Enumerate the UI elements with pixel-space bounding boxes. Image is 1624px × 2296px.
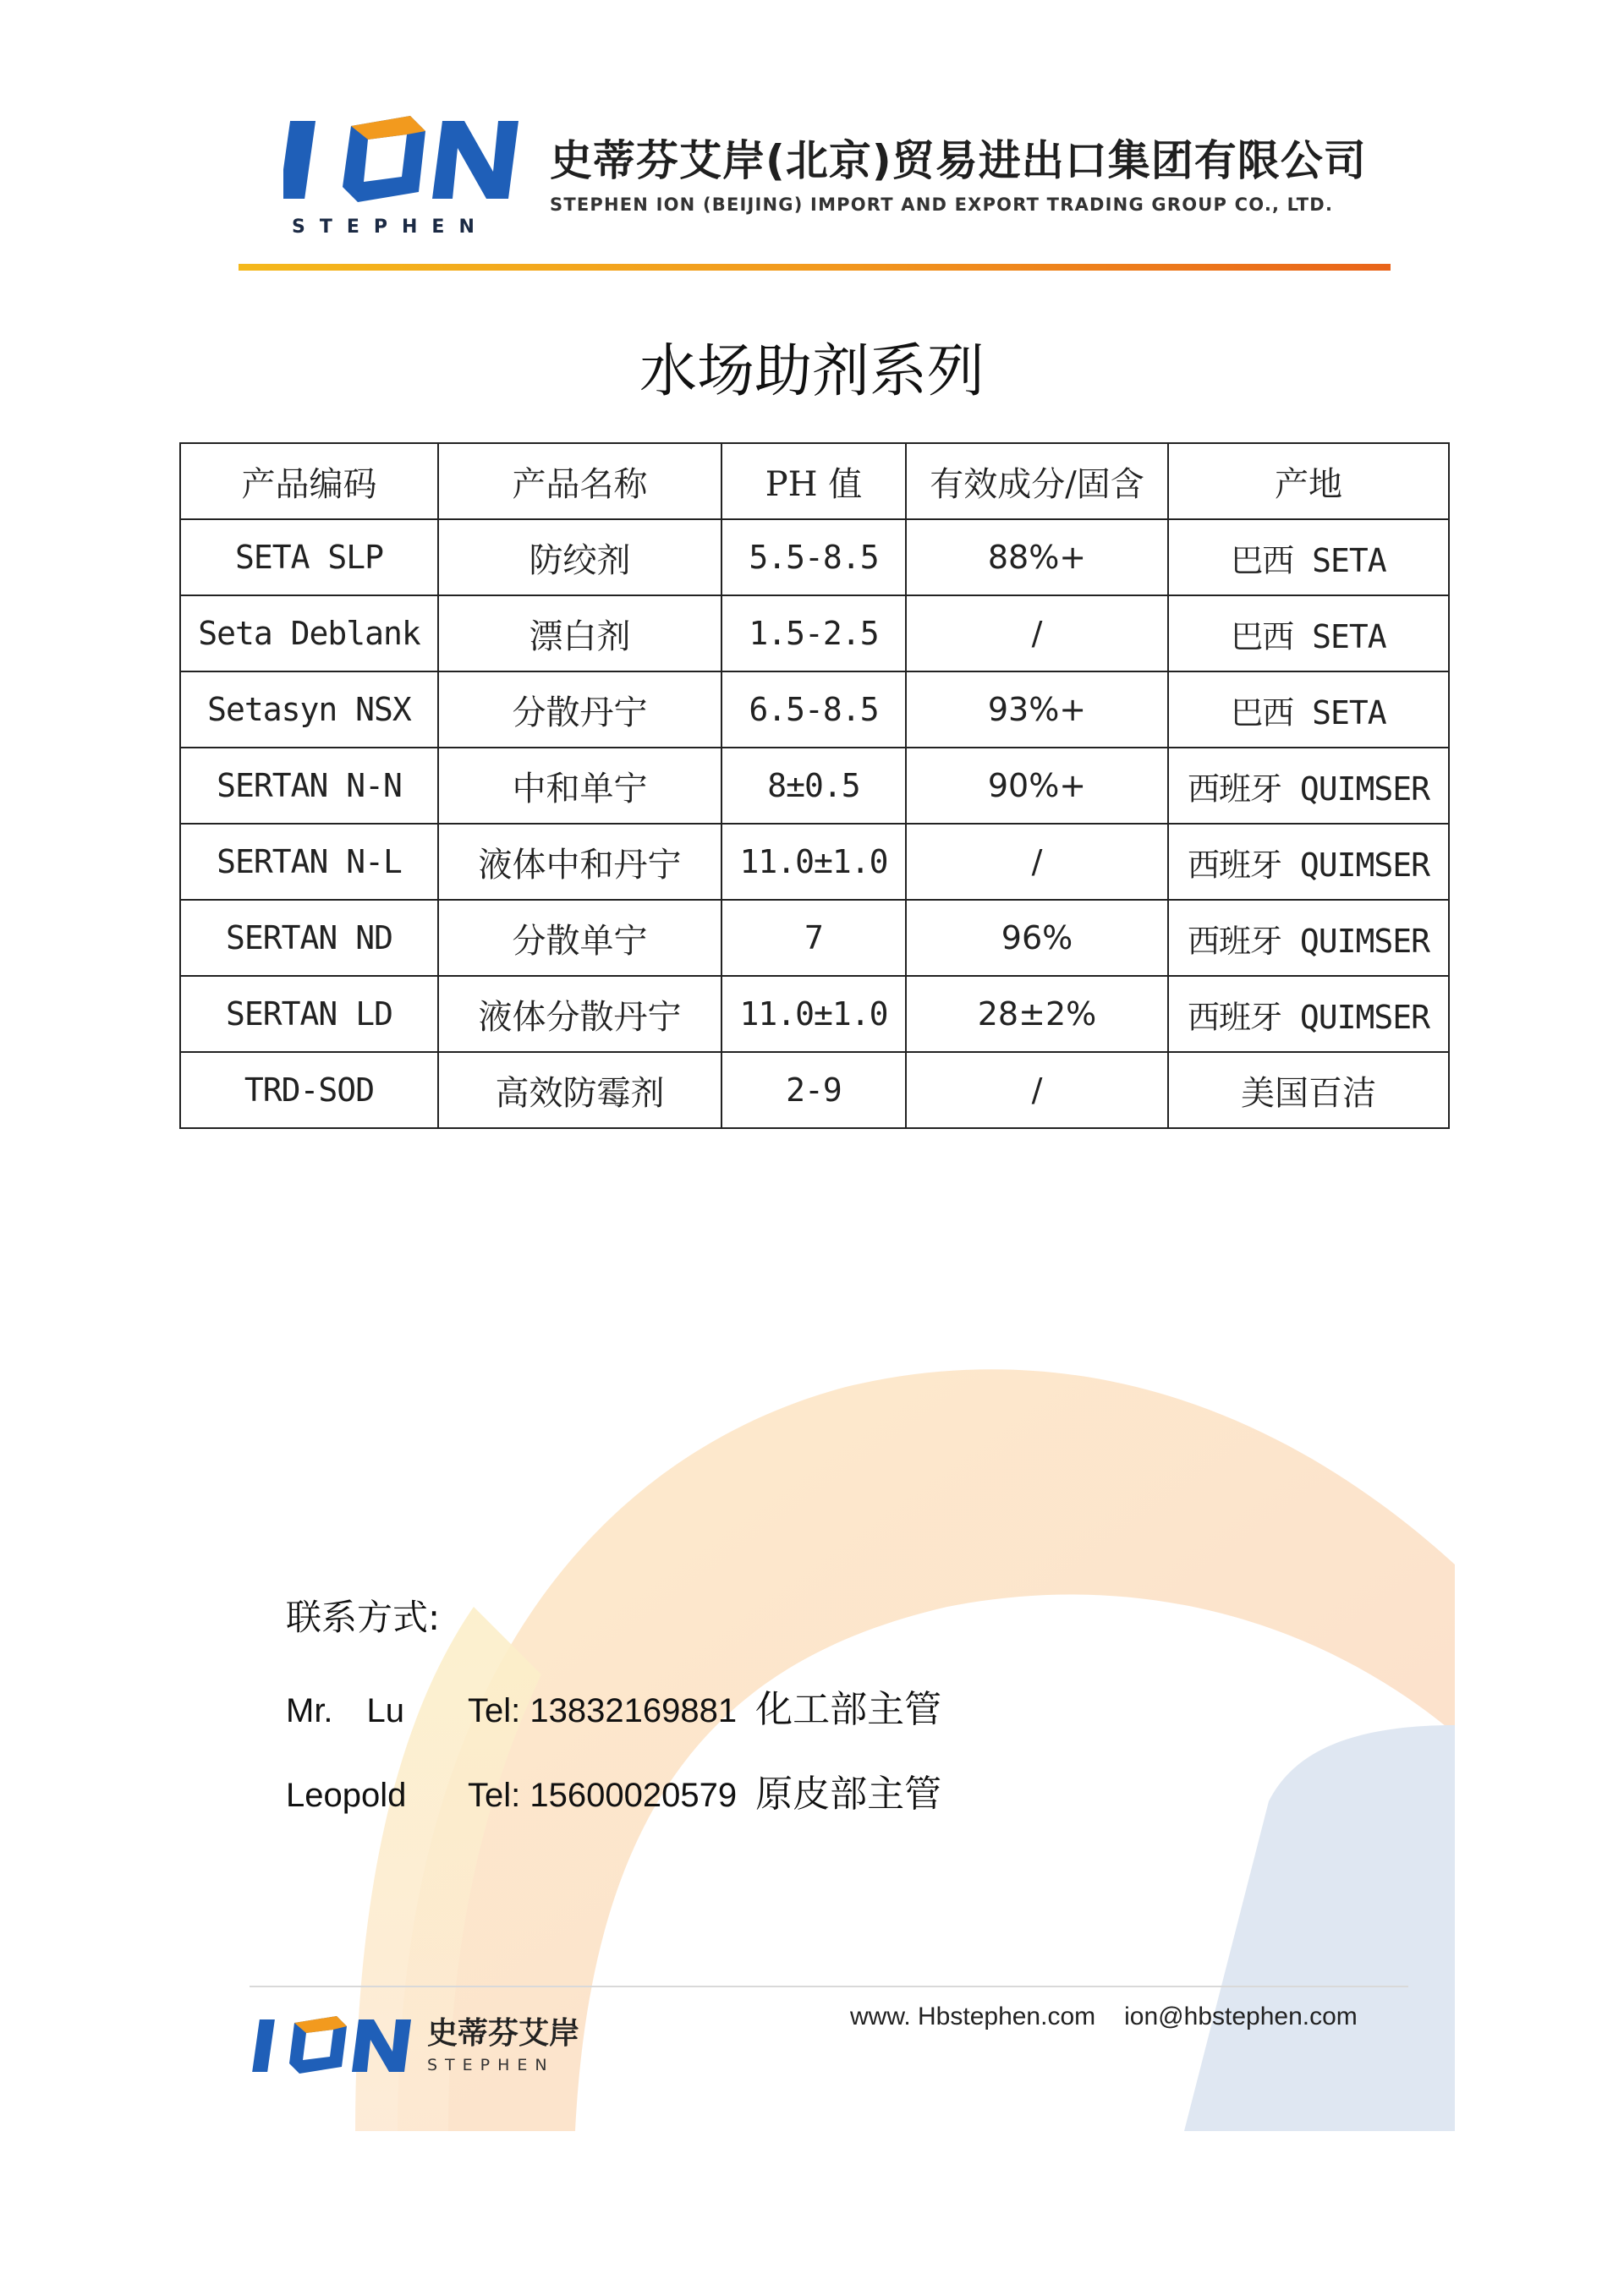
table-row	[180, 748, 1449, 824]
product-table	[179, 442, 1450, 1129]
page-title: 水场助剂系列	[639, 338, 985, 405]
contact-row	[286, 1763, 941, 1817]
footer-logo-letter-n	[352, 2019, 411, 2072]
cell-product-code: TRD-SOD	[180, 1052, 438, 1128]
cell-origin: 西班牙 QUIMSER	[1168, 976, 1449, 1052]
cell-active-content: /	[906, 824, 1168, 900]
footer-logo	[252, 2013, 413, 2079]
cell-product-code: SERTAN LD	[180, 976, 438, 1052]
contact-role: 化工部主管	[755, 1688, 942, 1731]
footer-brand-cn: 史蒂芬艾岸	[427, 2016, 580, 2051]
logo-letter-i	[283, 121, 315, 199]
cell-origin: 巴西 SETA	[1168, 671, 1449, 748]
table-row	[180, 671, 1449, 748]
header-active-content: 有效成分/固含	[906, 443, 1168, 519]
logo-letter-n	[432, 121, 518, 199]
company-name-block	[550, 135, 1367, 215]
cell-ph-value: 1.5-2.5	[721, 595, 906, 671]
cell-active-content: /	[906, 1052, 1168, 1128]
table-row	[180, 976, 1449, 1052]
cell-product-code: SERTAN N-N	[180, 748, 438, 824]
footer-links	[850, 2003, 1358, 2031]
cell-origin: 西班牙 QUIMSER	[1168, 748, 1449, 824]
cell-product-code: SERTAN ND	[180, 900, 438, 976]
background-blue-shape	[1184, 1725, 1455, 2131]
cell-product-name: 液体中和丹宁	[438, 824, 721, 900]
cell-origin: 巴西 SETA	[1168, 519, 1449, 595]
website-link[interactable]: www. Hbstephen.com	[850, 2003, 1096, 2030]
email-link[interactable]: ion@hbstephen.com	[1124, 2003, 1358, 2030]
contact-role: 原皮部主管	[755, 1773, 942, 1816]
table-header-row	[180, 443, 1449, 519]
cell-ph-value: 5.5-8.5	[721, 519, 906, 595]
company-logo	[283, 97, 520, 245]
contact-phone[interactable]: Tel: 13832169881	[468, 1692, 738, 1729]
cell-ph-value: 7	[721, 900, 906, 976]
footer-divider	[250, 1986, 1408, 1987]
footer-brand-en: STEPHEN	[427, 2056, 555, 2074]
cell-product-name: 液体分散丹宁	[438, 976, 721, 1052]
cell-ph-value: 8±0.5	[721, 748, 906, 824]
footer-logo-letter-i	[252, 2019, 275, 2072]
table-row	[180, 1052, 1449, 1128]
cell-product-code: SETA SLP	[180, 519, 438, 595]
table-row	[180, 824, 1449, 900]
table-row	[180, 519, 1449, 595]
cell-origin: 巴西 SETA	[1168, 595, 1449, 671]
cell-product-code: SERTAN N-L	[180, 824, 438, 900]
contact-name: Leopold	[286, 1777, 407, 1814]
header-divider	[239, 264, 1391, 271]
cell-ph-value: 11.0±1.0	[721, 824, 906, 900]
cell-origin: 西班牙 QUIMSER	[1168, 824, 1449, 900]
header-origin: 产地	[1168, 443, 1449, 519]
cell-product-code: Seta Deblank	[180, 595, 438, 671]
contact-row	[286, 1679, 941, 1733]
cell-active-content: /	[906, 595, 1168, 671]
cell-product-name: 分散丹宁	[438, 671, 721, 748]
cell-product-name: 中和单宁	[438, 748, 721, 824]
table-row	[180, 595, 1449, 671]
cell-ph-value: 11.0±1.0	[721, 976, 906, 1052]
cell-product-name: 防绞剂	[438, 519, 721, 595]
header-product-code: 产品编码	[180, 443, 438, 519]
cell-active-content: 88%+	[906, 519, 1168, 595]
contact-name: Mr. Lu	[286, 1692, 405, 1729]
logo-subtitle: STEPHEN	[292, 216, 489, 238]
cell-ph-value: 2-9	[721, 1052, 906, 1128]
cell-product-name: 高效防霉剂	[438, 1052, 721, 1128]
footer-brand	[427, 2015, 579, 2074]
cell-product-code: Setasyn NSX	[180, 671, 438, 748]
cell-product-name: 分散单宁	[438, 900, 721, 976]
contact-title: 联系方式:	[286, 1597, 441, 1638]
table-row	[180, 900, 1449, 976]
cell-origin: 美国百洁	[1168, 1052, 1449, 1128]
cell-ph-value: 6.5-8.5	[721, 671, 906, 748]
cell-origin: 西班牙 QUIMSER	[1168, 900, 1449, 976]
cell-active-content: 90%+	[906, 748, 1168, 824]
contact-phone[interactable]: Tel: 15600020579	[468, 1777, 738, 1814]
company-name-en: STEPHEN ION (BEIJING) IMPORT AND EXPORT TRADING GROUP CO., LTD.	[550, 195, 1334, 215]
cell-active-content: 93%+	[906, 671, 1168, 748]
header-product-name: 产品名称	[438, 443, 721, 519]
cell-active-content: 96%	[906, 900, 1168, 976]
header-ph-value: PH 值	[721, 443, 906, 519]
cell-active-content: 28±2%	[906, 976, 1168, 1052]
company-name-cn: 史蒂芬艾岸(北京)贸易进出口集团有限公司	[550, 136, 1367, 185]
cell-product-name: 漂白剂	[438, 595, 721, 671]
